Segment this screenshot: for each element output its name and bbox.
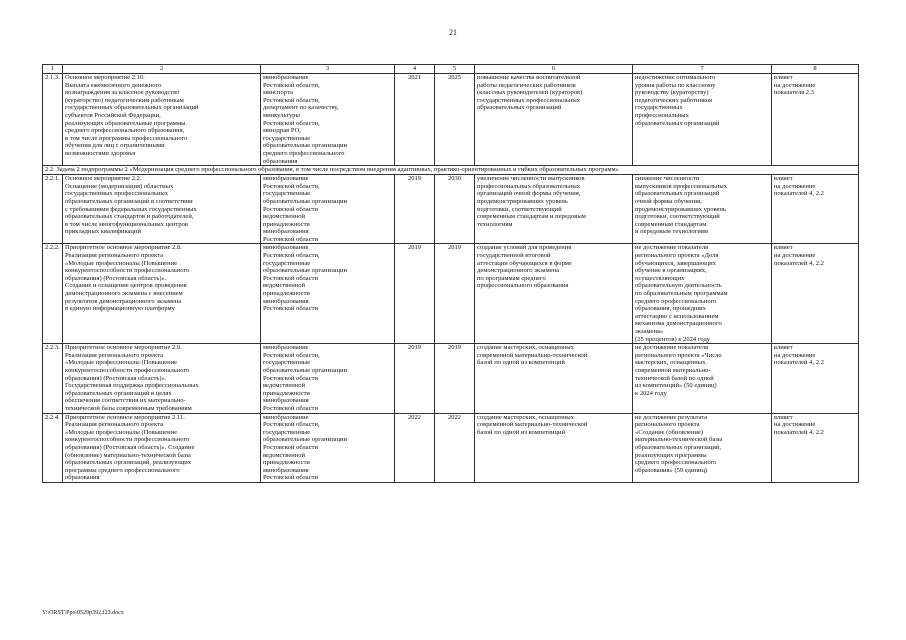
start-year-cell: 2019	[395, 344, 435, 413]
measures-table	[42, 64, 859, 483]
measure-cell: Основное мероприятие 2.10. Выплата ежемесячного денежного вознаграждения за классное руководство (кураторство) педагогическим работникам государственных образовательных организаций субъектов Российской Федерации, реализующих образовательные программы среднего профессионального образования, в том числе программы профессионального обучения для лиц с ограниченными возможностями здоровья	[63, 74, 261, 166]
column-header: 8	[772, 65, 859, 74]
column-header: 4	[395, 65, 435, 74]
executor-cell: минобразование Ростовской области, минспорта Ростовской области, департамент по казачеству, минкультуры Ростовской области, минздрав РО, государственные образовательные организации среднего профессионального образования	[261, 74, 395, 166]
end-year-cell: 2019	[435, 344, 475, 413]
result-cell: создание мастерских, оснащенных современной материально-технической базой по одной из компетенций	[475, 413, 633, 482]
indicator-link-cell: влияет на достижение показателей 4, 2.2	[772, 244, 859, 344]
consequence-cell: не достижение показателя регионального проекта «Число мастерских, оснащенных современной материально- технической базой по одной из компетенций» (50 единиц) к 2024 году	[633, 344, 772, 413]
start-year-cell: 2019	[395, 175, 435, 244]
measure-cell: Приоритетное основное мероприятие 2.11. Реализация регионального проекта «Молодые профессионалы (Повышение конкурентоспособности профессионального образования) (Ростовская область)». Создание (обновление) материально-технической базы образовательных организаций, реализующих программы среднего профессионального образования	[63, 413, 261, 482]
table-row	[43, 413, 859, 482]
end-year-cell: 2019	[435, 244, 475, 344]
start-year-cell: 2021	[395, 74, 435, 166]
column-header: 1	[43, 65, 63, 74]
column-header: 5	[435, 65, 475, 74]
result-cell: создание условий для проведения государственной итоговой аттестации обучающихся в форме демонстрационного экзамена по программам среднего профессионального образования	[475, 244, 633, 344]
row-number: 2.1.3.	[43, 74, 63, 166]
indicator-link-cell: влияет на достижение показателей 4, 2.2	[772, 344, 859, 413]
indicator-link-cell: влияет на достижение показателя 2.3	[772, 74, 859, 166]
row-number: 2.2.3.	[43, 344, 63, 413]
consequence-cell: снижение численности выпускников профессиональных образовательных организаций очной формы обучения, продемонстрировавших уровень подготовки, соответствующий современным стандартам и передовым технологиям	[633, 175, 772, 244]
consequence-cell: не достижение показателя регионального проекта «Доля обучающихся, завершающих обучение в организациях, осуществляющих образовательную деятельность по образовательным программам среднего профессионального образования, прошедших аттестацию с использованием механизма демонстрационного экзамена» (25 процентов) к 2024 году	[633, 244, 772, 344]
table-row	[43, 175, 859, 244]
start-year-cell: 2019	[395, 244, 435, 344]
indicator-link-cell: влияет на достижение показателей 4, 2.2	[772, 413, 859, 482]
start-year-cell: 2022	[395, 413, 435, 482]
result-cell: увеличение численности выпускников профессиональных образовательных организаций очной формы обучения, продемонстрировавших уровень подготовки, соответствующий современным стандартам и передовым технологиям	[475, 175, 633, 244]
column-header: 2	[63, 65, 261, 74]
column-header: 6	[475, 65, 633, 74]
header-row	[43, 65, 859, 74]
executor-cell: минобразование Ростовской области, государственные образовательные организации Ростовской области ведомственной принадлежности минобразования Ростовской области	[261, 175, 395, 244]
executor-cell: минобразование Ростовской области, государственные образовательные организации Ростовской области ведомственной принадлежности минобразования Ростовской области	[261, 244, 395, 344]
table-row	[43, 74, 859, 166]
measure-cell: Основное мероприятие 2.2. Оснащение (модернизация) областных государственных профессиональных образовательных организаций в соответствии с требованиями федеральных государственных образовательных стандартов и работодателей, в том числе многофункциональных центров прикладных квалификаций	[63, 175, 261, 244]
column-header: 7	[633, 65, 772, 74]
executor-cell: минобразование Ростовской области, государственные образовательные организации Ростовской области ведомственной принадлежности минобразования Ростовской области	[261, 344, 395, 413]
file-path-footer: Y:\ORST\Ppo\0529p392.f23.docx	[42, 610, 124, 616]
row-number: 2.2.2.	[43, 244, 63, 344]
consequence-cell: не достижение результата регионального проекта «Создание (обновление) материально-технической базы образовательных организаций, реализующих программы среднего профессионального образования» (59 единиц)	[633, 413, 772, 482]
indicator-link-cell: влияет на достижение показателей 4, 2.2	[772, 175, 859, 244]
end-year-cell: 2022	[435, 413, 475, 482]
table-row	[43, 244, 859, 344]
row-number: 2.2.1.	[43, 175, 63, 244]
end-year-cell: 2025	[435, 74, 475, 166]
end-year-cell: 2030	[435, 175, 475, 244]
consequence-cell: недостижение оптимального уровня работы по классному руководству (кураторству) педагогических работников государственных профессиональных образовательных организаций	[633, 74, 772, 166]
column-header: 3	[261, 65, 395, 74]
measure-cell: Приоритетное основное мероприятие 2.8. Реализация регионального проекта «Молодые профессионалы (Повышение конкурентоспособности профессионального образования) (Ростовская область)». Создание и оснащение центров проведения демонстрационного экзамена с внесением результатов демонстрационного экзамена в единую информационную платформу	[63, 244, 261, 344]
executor-cell: минобразование Ростовской области, государственные образовательные организации Ростовской области ведомственной принадлежности минобразования Ростовской области	[261, 413, 395, 482]
page-number: 21	[449, 28, 457, 37]
section-row	[43, 166, 859, 175]
measure-cell: Приоритетное основное мероприятие 2.9. Реализация регионального проекта «Молодые профессионалы (Повышение конкурентоспособности профессионального образования) (Ростовская область)». Государственная поддержка профессиональных образовательных организаций в целях обеспечения соответствия их материально- технической базы современным требованиям	[63, 344, 261, 413]
result-cell: создание мастерских, оснащенных современной материально-технической базой по одной из компетенций	[475, 344, 633, 413]
section-title: 2.2. Задача 2 подпрограммы 2 «Модернизация среднего профессионального образования, в том числе посредством внедрения адаптивных, практико-ориентированных и гибких образовательных программ»	[43, 166, 859, 175]
table-row	[43, 344, 859, 413]
result-cell: повышение качества воспитательной работы педагогических работников (классных руководителей (кураторов) государственных профессиональных образовательных организаций	[475, 74, 633, 166]
row-number: 2.2.4.	[43, 413, 63, 482]
